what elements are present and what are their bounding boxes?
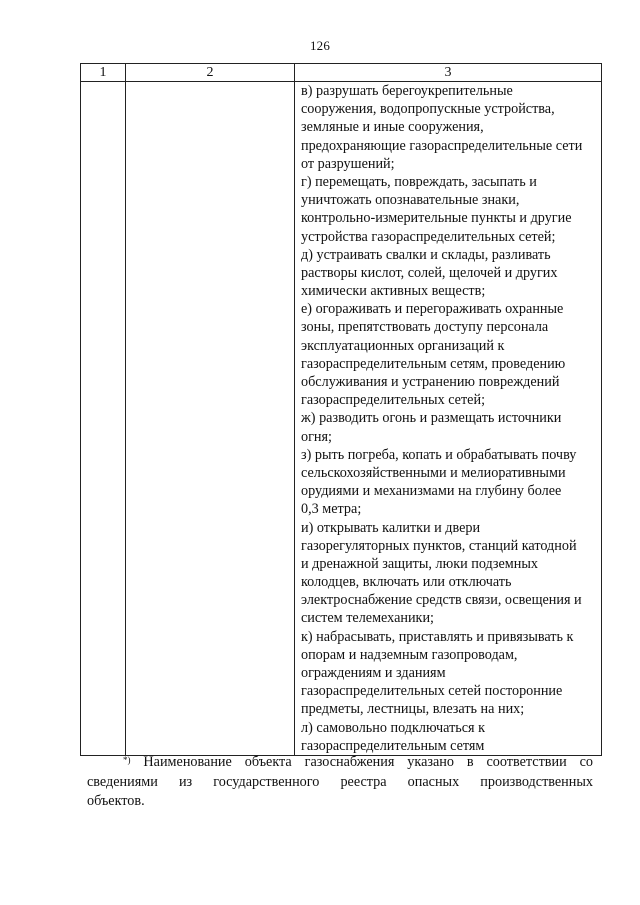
prohibition-text-line: к) набрасывать, приставлять и привязывать к [301, 628, 574, 645]
prohibition-text-line: устройства газораспределительных сетей; [301, 228, 556, 245]
prohibition-text-line: контрольно-измерительные пункты и другие [301, 210, 572, 227]
prohibition-text-line: газораспределительным сетям [301, 737, 485, 754]
prohibition-text-line: огня; [301, 428, 332, 445]
prohibition-text-line: газораспределительных сетей; [301, 392, 486, 409]
footnote-marker: *) [123, 755, 131, 765]
column-2-cell [126, 82, 295, 756]
prohibition-text-line: и) открывать калитки и двери [301, 519, 481, 536]
prohibition-text-line: орудиями и механизмами на глубину более [301, 483, 562, 500]
prohibition-text-line: ограждениям и зданиям [301, 665, 446, 681]
prohibition-text-line: земляные и иные сооружения, [301, 119, 484, 136]
table-header-row [81, 64, 602, 82]
table-row [81, 82, 602, 756]
prohibition-text-line: л) самовольно подключаться к [301, 719, 486, 736]
page-number: 126 [309, 38, 331, 53]
prohibition-text-line: зоны, препятствовать доступу персонала [301, 319, 549, 336]
column-header-1: 1 [81, 64, 126, 82]
prohibition-text-line: газораспределительным сетям, проведению [301, 355, 566, 372]
prohibition-text-line: в) разрушать берегоукрепительные [301, 83, 513, 99]
prohibition-text-line: и дренажной защиты, люки подземных [301, 555, 538, 572]
prohibition-text-line: колодцев, включать или отключать [301, 574, 512, 591]
prohibition-text-line: систем телемеханики; [301, 610, 434, 627]
column-3-cell [295, 82, 602, 756]
prohibition-text-line: газораспределительных сетей посторонние [301, 683, 563, 700]
footnote-text-line: объектов. [87, 793, 145, 809]
column-header-3: 3 [295, 64, 602, 82]
prohibition-text-line: химически активных веществ; [301, 283, 486, 300]
footnote-first-line [87, 753, 593, 773]
footnote [87, 753, 593, 812]
footnote-text: Наименование объекта газоснабжения указано в соответствии со [130, 754, 593, 770]
prohibition-text-line: опорам и надземным газопроводам, [301, 646, 518, 663]
prohibition-text-line: 0,3 метра; [301, 501, 362, 518]
prohibition-text-line: предметы, лестницы, влезать на них; [301, 701, 525, 718]
prohibition-text-line: з) рыть погреба, копать и обрабатывать почву [301, 446, 577, 463]
prohibition-text-line: эксплуатационных организаций к [301, 337, 505, 354]
prohibition-text-line: г) перемещать, повреждать, засыпать и [301, 173, 537, 190]
prohibition-text-line: газорегуляторных пунктов, станций катодной [301, 537, 577, 554]
prohibition-text-line: уничтожать опознавательные знаки, [301, 192, 520, 209]
prohibition-text-line: обслуживания и устранению повреждений [301, 374, 560, 390]
prohibition-text-line: е) огораживать и перегораживать охранные [301, 301, 564, 318]
prohibition-text-line: сооружения, водопропускные устройства, [301, 101, 555, 118]
prohibition-text-line: ж) разводить огонь и размещать источники [301, 410, 562, 427]
prohibition-text-line: от разрушений; [301, 155, 395, 172]
prohibition-text-line: предохраняющие газораспределительные сети [301, 137, 583, 154]
prohibition-text-line: сельскохозяйственными и мелиоративными [301, 464, 566, 481]
footnote-text-line: сведениями из государственного реестра опасных производственных [87, 773, 593, 790]
column-header-2: 2 [126, 64, 295, 82]
requirements-table [80, 63, 602, 756]
column-1-cell [81, 82, 126, 756]
prohibition-text-line: электроснабжение средств связи, освещения и [301, 592, 582, 609]
prohibition-text-line: д) устраивать свалки и склады, разливать [301, 246, 551, 263]
prohibition-text-line: растворы кислот, солей, щелочей и других [301, 264, 558, 281]
